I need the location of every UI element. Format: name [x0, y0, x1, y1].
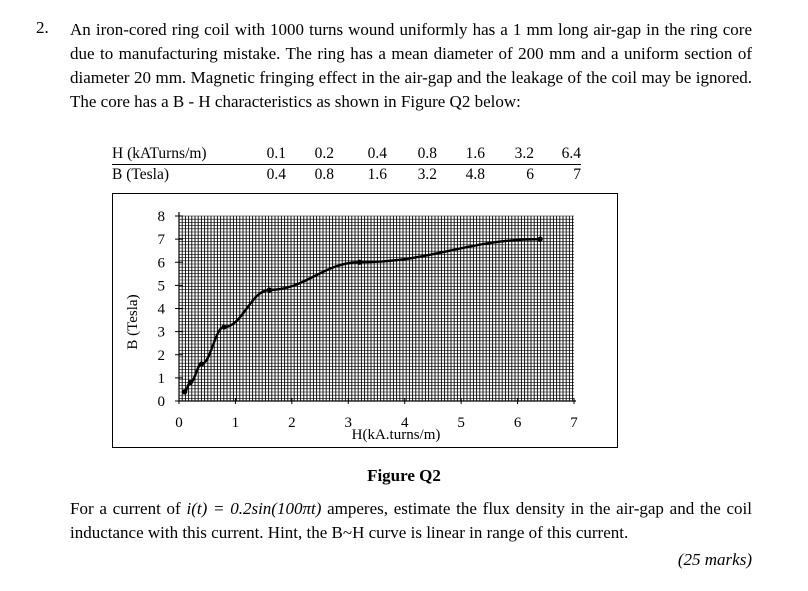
- x-tick-label: 4: [400, 415, 409, 431]
- x-tick-label: 3: [344, 415, 353, 431]
- y-tick-label: 7: [157, 232, 165, 249]
- x-tick-label: 7: [570, 415, 578, 431]
- chart-frame: [112, 193, 618, 448]
- question-number: 2.: [36, 18, 49, 37]
- bh-table: [112, 144, 581, 185]
- data-point: [357, 260, 362, 265]
- h-value: 3.2: [485, 144, 534, 165]
- b-row-label: B (Tesla): [112, 166, 170, 183]
- y-tick-label: 1: [157, 370, 165, 387]
- y-tick-label: 6: [157, 255, 165, 272]
- h-value: 1.6: [437, 144, 485, 165]
- data-point: [199, 361, 204, 366]
- b-value: 4.8: [465, 166, 485, 183]
- h-row: [112, 144, 581, 165]
- bottom-text-after: amperes, estimate the flux density in the air-gap and the coil inductance with this current. Hint, the B~H curve is linear in range of this current.: [70, 499, 752, 542]
- x-tick-label: 6: [513, 415, 522, 431]
- h-value: 0.8: [387, 144, 437, 165]
- marks-label: (25 marks): [677, 550, 752, 569]
- h-value: 0.2: [286, 144, 334, 165]
- y-tick-label: 2: [157, 347, 165, 364]
- y-axis-label: B (Tesla): [125, 294, 141, 350]
- data-point: [188, 380, 193, 385]
- x-tick-label: 2: [288, 415, 296, 431]
- h-value: 6.4: [534, 144, 581, 165]
- b-row: [112, 165, 581, 186]
- bh-curve-chart: [113, 194, 617, 447]
- h-value: 0.4: [334, 144, 387, 165]
- x-axis-label: H(kA.turns/m): [351, 427, 441, 443]
- b-value: 0.4: [266, 166, 286, 183]
- data-point: [538, 237, 543, 242]
- b-value: 1.6: [367, 166, 387, 183]
- chart-grid: [179, 216, 574, 401]
- question-text: An iron-cored ring coil with 1000 turns wound uniformly has a 1 mm long air-gap in the ring core due to manufacturing mistake. The ring has a mean diameter of 200 mm and a uniform section of diameter 20 mm. Magnetic fringing effect in the air-gap and the leakage of the coil may be ignored. The core has a B - H characteristics as shown in Figure Q2 below:: [70, 20, 752, 111]
- bottom-question-text: [70, 497, 752, 545]
- x-tick-label: 0: [175, 415, 183, 431]
- x-tick-label: 5: [457, 415, 465, 431]
- b-value: 0.8: [314, 166, 334, 183]
- data-point: [182, 389, 187, 394]
- data-point: [267, 287, 272, 292]
- bottom-text-before: For a current of: [70, 499, 187, 518]
- current-expression: i(t) = 0.2sin(100πt): [186, 499, 322, 518]
- figure-caption: Figure Q2: [367, 466, 441, 485]
- y-tick-label: 4: [157, 301, 165, 318]
- b-value: 7: [573, 166, 581, 183]
- y-tick-label: 0: [157, 394, 165, 410]
- b-value: 6: [526, 166, 534, 183]
- x-tick-label: 1: [231, 415, 240, 431]
- data-point: [222, 324, 227, 329]
- y-tick-label: 5: [157, 278, 165, 295]
- b-value: 3.2: [417, 166, 437, 183]
- y-tick-label: 8: [157, 209, 165, 225]
- h-value: 0.1: [260, 144, 286, 165]
- y-tick-label: 3: [157, 324, 165, 341]
- h-row-label: H (kATurns/m): [112, 144, 260, 165]
